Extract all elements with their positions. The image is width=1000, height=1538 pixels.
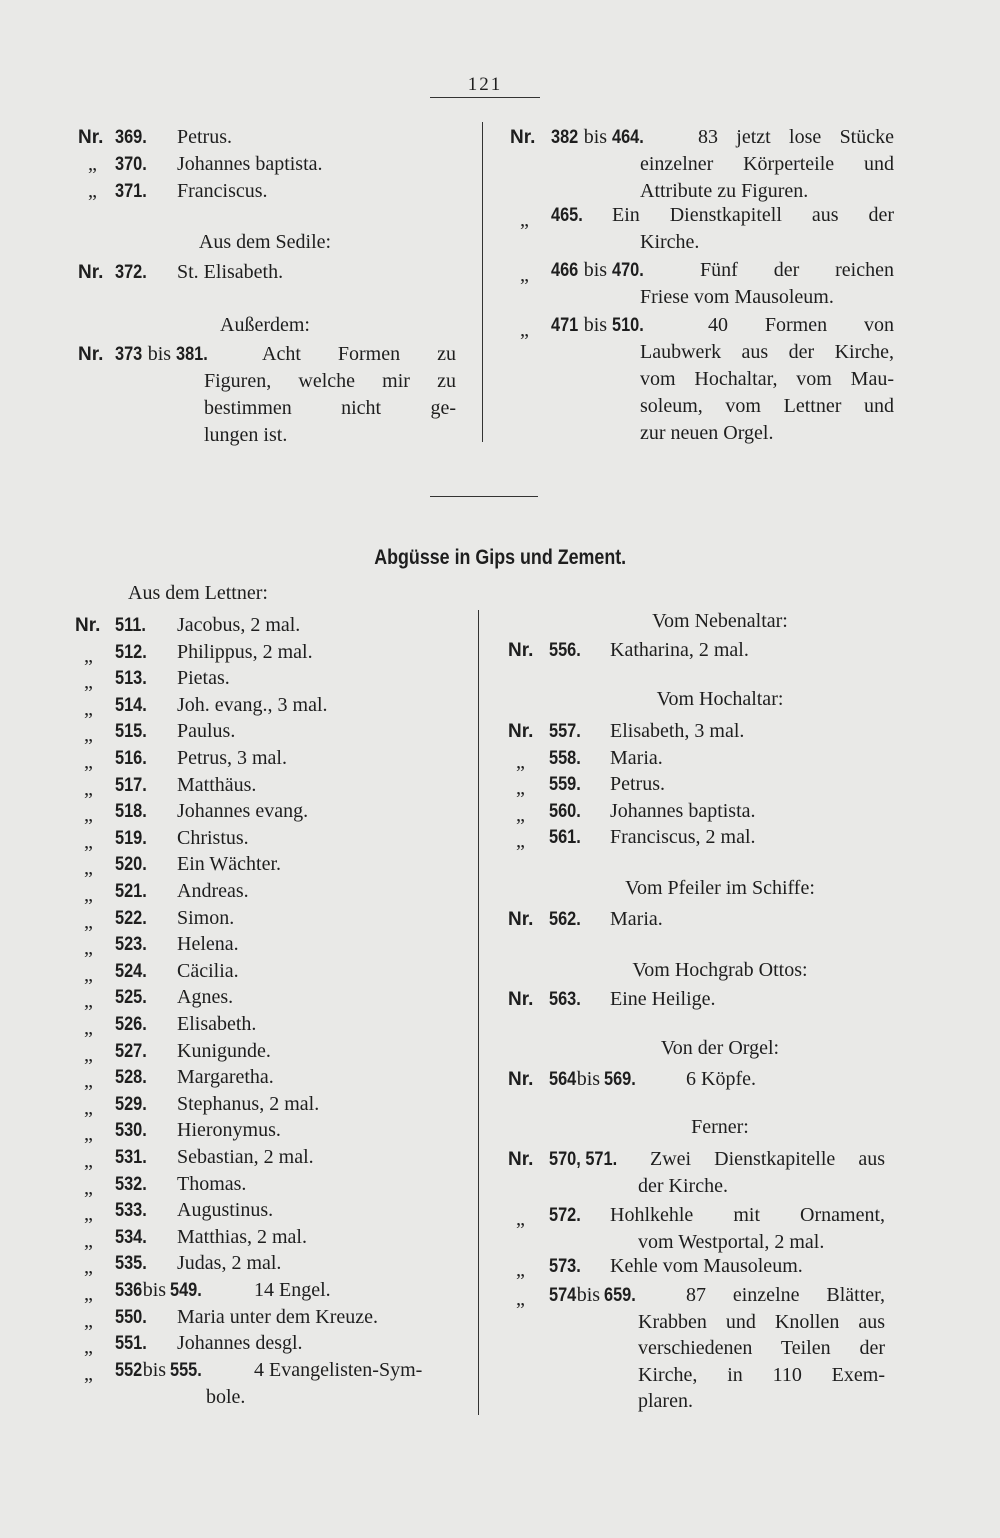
entry-prefix bbox=[508, 986, 533, 1013]
number: 515. bbox=[115, 721, 147, 742]
number: 517. bbox=[115, 775, 147, 796]
prefix-text: „ bbox=[84, 1256, 93, 1278]
number: 536 bbox=[115, 1280, 143, 1301]
subheading-hochgrab: Vom Hochgrab Ottos: bbox=[632, 959, 808, 981]
entry-text: Petrus. bbox=[177, 126, 232, 148]
entry-number: 372. bbox=[115, 262, 147, 283]
ditto-mark bbox=[84, 722, 93, 749]
ditto-mark bbox=[516, 1286, 525, 1313]
number: 549. bbox=[170, 1280, 202, 1301]
number: 512. bbox=[115, 642, 147, 663]
entry-text: Franciscus, 2 mal. bbox=[610, 826, 756, 848]
prefix-text: „ bbox=[84, 1017, 93, 1039]
entry-text: St. Elisabeth. bbox=[177, 261, 284, 283]
number: 532. bbox=[115, 1174, 147, 1195]
entry-text: 6 Köpfe. bbox=[686, 1068, 756, 1090]
entry-number bbox=[549, 798, 586, 825]
prefix-text: „ bbox=[84, 964, 93, 986]
entry-number bbox=[115, 1224, 152, 1251]
ditto-mark bbox=[84, 696, 93, 723]
subheading-hochaltar: Vom Hochaltar: bbox=[656, 688, 784, 710]
prefix-text: Nr. bbox=[508, 909, 534, 930]
entry-number bbox=[549, 771, 586, 798]
ditto-mark bbox=[84, 855, 93, 882]
entry-text: 87 einzelne Blätter, bbox=[686, 1284, 885, 1306]
entry-text: Judas, 2 mal. bbox=[177, 1252, 282, 1274]
prefix-text: „ bbox=[84, 751, 93, 773]
number: 659. bbox=[604, 1285, 636, 1306]
entry-text: Elisabeth. bbox=[177, 1013, 257, 1035]
ditto-mark bbox=[84, 749, 93, 776]
ditto-mark bbox=[516, 828, 525, 855]
column-divider-bottom bbox=[478, 610, 479, 1415]
entry-number-range: 382 bis 464. bbox=[551, 126, 644, 148]
entry-prefix bbox=[508, 1146, 533, 1173]
bis-word: bis bbox=[576, 1068, 601, 1090]
prefix-text: „ bbox=[84, 645, 93, 667]
entry-number bbox=[549, 986, 586, 1013]
entry-number bbox=[115, 851, 152, 878]
number: 519. bbox=[115, 828, 147, 849]
entry-number bbox=[115, 878, 152, 905]
number: 529. bbox=[115, 1094, 147, 1115]
entry-number bbox=[115, 718, 152, 745]
number: 511. bbox=[115, 615, 146, 636]
ditto-mark bbox=[84, 1308, 93, 1335]
entry-text: soleum, vom Lettner und bbox=[640, 395, 894, 417]
prefix-text: „ bbox=[84, 1177, 93, 1199]
entry-number bbox=[115, 1091, 152, 1118]
prefix-text: „ bbox=[84, 884, 93, 906]
prefix-text: „ bbox=[84, 1044, 93, 1066]
section-rule bbox=[430, 496, 538, 497]
number: 534. bbox=[115, 1227, 147, 1248]
prefix-text: „ bbox=[84, 698, 93, 720]
number: 527. bbox=[115, 1041, 147, 1062]
number: 513. bbox=[115, 668, 147, 689]
entry-text: einzelner Körperteile und bbox=[640, 153, 894, 175]
prefix-text: „ bbox=[84, 1097, 93, 1119]
ditto-mark bbox=[84, 1228, 93, 1255]
ditto-mark: „ bbox=[520, 264, 529, 286]
entry-text: Kirche, in 110 Exem- bbox=[638, 1364, 885, 1386]
ditto-mark bbox=[84, 1015, 93, 1042]
ditto-mark bbox=[84, 1095, 93, 1122]
entry-number bbox=[549, 1202, 586, 1229]
entry-text: Paulus. bbox=[177, 720, 236, 742]
entry-text: Cäcilia. bbox=[177, 960, 239, 982]
ditto-mark bbox=[84, 802, 93, 829]
number: 522. bbox=[115, 908, 147, 929]
entry-text: Margaretha. bbox=[177, 1066, 274, 1088]
ditto-mark bbox=[84, 962, 93, 989]
ditto-mark bbox=[84, 1175, 93, 1202]
entry-prefix: Nr. bbox=[78, 344, 104, 365]
number: 533. bbox=[115, 1200, 147, 1221]
entry-text: Krabben und Knollen aus bbox=[638, 1311, 885, 1333]
subheading-sedile: Aus dem Sedile: bbox=[198, 231, 332, 253]
entry-text: Fünf der reichen bbox=[700, 259, 894, 281]
subheading-ausserdem: Außerdem: bbox=[220, 314, 310, 336]
prefix-text: „ bbox=[84, 937, 93, 959]
entry-text: Pietas. bbox=[177, 667, 230, 689]
entry-number-range: 466 bis 470. bbox=[551, 259, 644, 281]
entry-number bbox=[115, 1304, 152, 1331]
prefix-text: „ bbox=[84, 724, 93, 746]
prefix-text: Nr. bbox=[508, 989, 534, 1010]
number: 521. bbox=[115, 881, 147, 902]
number: 559. bbox=[549, 774, 581, 795]
entry-text: Friese vom Mausoleum. bbox=[640, 286, 834, 308]
entry-number bbox=[115, 958, 152, 985]
entry-text: Katharina, 2 mal. bbox=[610, 639, 749, 661]
entry-text: vom Westportal, 2 mal. bbox=[638, 1231, 825, 1253]
number: 516. bbox=[115, 748, 147, 769]
entry-text: Petrus, 3 mal. bbox=[177, 747, 287, 769]
number: 555. bbox=[170, 1360, 202, 1381]
entry-text: Johannes desgl. bbox=[177, 1332, 303, 1354]
entry-number: 465. bbox=[551, 205, 583, 226]
entry-number bbox=[115, 692, 152, 719]
entry-number bbox=[549, 906, 586, 933]
entry-number bbox=[115, 639, 152, 666]
number: 523. bbox=[115, 934, 147, 955]
entry-number: 371. bbox=[115, 181, 147, 202]
prefix-text: Nr. bbox=[508, 721, 534, 742]
number: 528. bbox=[115, 1067, 147, 1088]
ditto-mark bbox=[84, 1281, 93, 1308]
prefix-text: „ bbox=[84, 1336, 93, 1358]
prefix-text: Nr. bbox=[75, 615, 101, 636]
entry-number-range: 471 bis 510. bbox=[551, 314, 644, 336]
prefix-text: „ bbox=[516, 777, 525, 799]
prefix-text: „ bbox=[84, 1203, 93, 1225]
number: 557. bbox=[549, 721, 581, 742]
entry-number bbox=[115, 772, 152, 799]
number: 558. bbox=[549, 748, 581, 769]
number: 526. bbox=[115, 1014, 147, 1035]
entry-text: Figuren, welche mir zu bbox=[204, 370, 456, 392]
prefix-text: „ bbox=[516, 1259, 525, 1281]
entry-text: Kehle vom Mausoleum. bbox=[610, 1255, 803, 1277]
entry-number bbox=[115, 1330, 152, 1357]
entry-number: 370. bbox=[115, 154, 147, 175]
number: 550. bbox=[115, 1307, 147, 1328]
entry-text: Augustinus. bbox=[177, 1199, 274, 1221]
entry-prefix bbox=[508, 1066, 533, 1093]
section-title: Abgüsse in Gips und Zement. bbox=[374, 546, 626, 569]
number: 563. bbox=[549, 989, 581, 1010]
entry-text: 40 Formen von bbox=[708, 314, 894, 336]
prefix-text: „ bbox=[516, 804, 525, 826]
ditto-mark: „ bbox=[88, 153, 97, 175]
entry-text: Andreas. bbox=[177, 880, 249, 902]
entry-text: Sebastian, 2 mal. bbox=[177, 1146, 314, 1168]
number: 535. bbox=[115, 1253, 147, 1274]
column-divider-top bbox=[482, 122, 483, 442]
prefix-text: „ bbox=[516, 751, 525, 773]
prefix-text: „ bbox=[84, 911, 93, 933]
entry-text: Johannes baptista. bbox=[177, 153, 323, 175]
entry-text: Jacobus, 2 mal. bbox=[177, 614, 301, 636]
ditto-mark bbox=[516, 749, 525, 776]
entry-number bbox=[115, 798, 152, 825]
number: 514. bbox=[115, 695, 147, 716]
prefix-text: „ bbox=[84, 990, 93, 1012]
ditto-mark bbox=[516, 775, 525, 802]
entry-text: Christus. bbox=[177, 827, 249, 849]
entry-number bbox=[115, 984, 152, 1011]
entry-text: Agnes. bbox=[177, 986, 234, 1008]
ditto-mark bbox=[84, 1042, 93, 1069]
number: 560. bbox=[549, 801, 581, 822]
prefix-text: „ bbox=[516, 1208, 525, 1230]
ditto-mark bbox=[84, 643, 93, 670]
entry-number bbox=[115, 1038, 152, 1065]
entry-text: bestimmen nicht ge- bbox=[204, 397, 456, 419]
entry-number bbox=[549, 1253, 586, 1280]
ditto-mark bbox=[84, 669, 93, 696]
bis-word: bis bbox=[142, 1359, 167, 1381]
entry-text: Maria unter dem Kreuze. bbox=[177, 1306, 379, 1328]
number: 569. bbox=[604, 1069, 636, 1090]
number: 531. bbox=[115, 1147, 147, 1168]
entry-text: Matthäus. bbox=[177, 774, 257, 796]
entry-text: Maria. bbox=[610, 908, 663, 930]
prefix-text: „ bbox=[84, 1070, 93, 1092]
ditto-mark bbox=[84, 1254, 93, 1281]
subheading-nebenaltar: Vom Nebenaltar: bbox=[652, 610, 788, 632]
entry-text: Kunigunde. bbox=[177, 1040, 271, 1062]
entry-number-range: 373 bis 381. bbox=[115, 343, 208, 365]
number: 573. bbox=[549, 1256, 581, 1277]
entry-text: Kirche. bbox=[640, 231, 700, 253]
entry-number: 369. bbox=[115, 127, 147, 148]
number: 525. bbox=[115, 987, 147, 1008]
entry-prefix: Nr. bbox=[78, 262, 104, 283]
entry-text: Laubwerk aus der Kirche, bbox=[640, 341, 894, 363]
entry-number bbox=[115, 1144, 152, 1171]
entry-text: Matthias, 2 mal. bbox=[177, 1226, 307, 1248]
number: 561. bbox=[549, 827, 581, 848]
ditto-mark bbox=[84, 1148, 93, 1175]
entry-number bbox=[549, 1146, 628, 1173]
number: 524. bbox=[115, 961, 147, 982]
number: 564 bbox=[549, 1069, 577, 1090]
ditto-mark bbox=[84, 988, 93, 1015]
prefix-text: „ bbox=[84, 778, 93, 800]
entry-prefix bbox=[508, 906, 533, 933]
entry-number bbox=[549, 718, 586, 745]
number: 572. bbox=[549, 1205, 581, 1226]
entry-number bbox=[115, 612, 151, 639]
ditto-mark: „ bbox=[88, 180, 97, 202]
ditto-mark bbox=[84, 882, 93, 909]
number: 552 bbox=[115, 1360, 143, 1381]
entry-text: 83 jetzt lose Stücke bbox=[698, 126, 894, 148]
entry-number-range bbox=[549, 1066, 641, 1093]
entry-number bbox=[115, 1171, 152, 1198]
entry-text: Ein Wächter. bbox=[177, 853, 282, 875]
subheading-orgel: Von der Orgel: bbox=[660, 1037, 780, 1059]
entry-number-range bbox=[115, 1357, 207, 1384]
subheading-ferner: Ferner: bbox=[691, 1116, 749, 1138]
entry-text: verschiedenen Teilen der bbox=[638, 1337, 885, 1359]
prefix-text: „ bbox=[516, 1288, 525, 1310]
entry-number bbox=[549, 745, 586, 772]
entry-text: Simon. bbox=[177, 907, 235, 929]
ditto-mark bbox=[84, 1334, 93, 1361]
prefix-text: „ bbox=[84, 857, 93, 879]
entry-text: Hieronymus. bbox=[177, 1119, 281, 1141]
entry-text: Maria. bbox=[610, 747, 663, 769]
entry-number bbox=[549, 824, 586, 851]
page-number: 121 bbox=[467, 74, 503, 95]
prefix-text: Nr. bbox=[508, 1149, 534, 1170]
ditto-mark bbox=[84, 909, 93, 936]
entry-text: Thomas. bbox=[177, 1173, 247, 1195]
entry-number bbox=[115, 1250, 152, 1277]
entry-number bbox=[115, 745, 152, 772]
entry-text: lungen ist. bbox=[204, 424, 288, 446]
prefix-text: „ bbox=[84, 1310, 93, 1332]
prefix-text: „ bbox=[516, 830, 525, 852]
ditto-mark bbox=[84, 935, 93, 962]
entry-text: Johannes baptista. bbox=[610, 800, 756, 822]
number: 562. bbox=[549, 909, 581, 930]
prefix-text: „ bbox=[84, 831, 93, 853]
entry-number bbox=[115, 825, 152, 852]
prefix-text: Nr. bbox=[508, 640, 534, 661]
entry-text: Elisabeth, 3 mal. bbox=[610, 720, 745, 742]
prefix-text: „ bbox=[84, 1363, 93, 1385]
ditto-mark: „ bbox=[520, 209, 529, 231]
entry-text: Stephanus, 2 mal. bbox=[177, 1093, 320, 1115]
entry-text-continued: bole. bbox=[206, 1386, 246, 1408]
ditto-mark bbox=[84, 1201, 93, 1228]
number: 518. bbox=[115, 801, 147, 822]
bis-word: bis bbox=[142, 1279, 167, 1301]
entry-number bbox=[115, 931, 152, 958]
entry-text: Petrus. bbox=[610, 773, 665, 795]
entry-prefix bbox=[508, 637, 533, 664]
ditto-mark bbox=[84, 1361, 93, 1388]
subheading-pfeiler: Vom Pfeiler im Schiffe: bbox=[625, 877, 815, 899]
entry-prefix bbox=[75, 612, 100, 639]
prefix-text: „ bbox=[84, 1123, 93, 1145]
prefix-text: „ bbox=[84, 804, 93, 826]
entry-text: 14 Engel. bbox=[254, 1279, 331, 1301]
ditto-mark bbox=[516, 1257, 525, 1284]
ditto-mark bbox=[84, 776, 93, 803]
header-rule bbox=[430, 97, 540, 98]
subheading-lettner: Aus dem Lettner: bbox=[128, 582, 268, 604]
entry-number-range bbox=[549, 1282, 641, 1309]
number: 530. bbox=[115, 1120, 147, 1141]
ditto-mark bbox=[516, 1206, 525, 1233]
entry-text: Zwei Dienstkapitelle aus bbox=[650, 1148, 885, 1170]
entry-text: Franciscus. bbox=[177, 180, 268, 202]
entry-number bbox=[115, 1064, 152, 1091]
entry-text: Acht Formen zu bbox=[262, 343, 456, 365]
number: 556. bbox=[549, 640, 581, 661]
entry-text: Joh. evang., 3 mal. bbox=[177, 694, 328, 716]
entry-text: Attribute zu Figuren. bbox=[640, 180, 809, 202]
entry-text: Philippus, 2 mal. bbox=[177, 641, 313, 663]
entry-text: Helena. bbox=[177, 933, 239, 955]
entry-number bbox=[115, 1011, 152, 1038]
bis-word: bis bbox=[576, 1284, 601, 1306]
entry-text: 4 Evangelisten-Sym- bbox=[254, 1359, 423, 1381]
entry-number bbox=[115, 1197, 152, 1224]
number: 570, 571. bbox=[549, 1149, 618, 1170]
prefix-text: „ bbox=[84, 1150, 93, 1172]
ditto-mark: „ bbox=[520, 319, 529, 341]
entry-text: Hohlkehle mit Ornament, bbox=[610, 1204, 885, 1226]
prefix-text: „ bbox=[84, 1230, 93, 1252]
entry-text: plaren. bbox=[638, 1390, 693, 1412]
entry-prefix bbox=[508, 718, 533, 745]
prefix-text: Nr. bbox=[508, 1069, 534, 1090]
entry-text: vom Hochaltar, vom Mau- bbox=[640, 368, 894, 390]
entry-text: der Kirche. bbox=[638, 1175, 728, 1197]
entry-number bbox=[115, 1117, 152, 1144]
entry-text: Eine Heilige. bbox=[610, 988, 716, 1010]
number: 520. bbox=[115, 854, 147, 875]
ditto-mark bbox=[84, 1121, 93, 1148]
ditto-mark bbox=[516, 802, 525, 829]
entry-number bbox=[549, 637, 586, 664]
entry-number bbox=[115, 905, 152, 932]
entry-number-range bbox=[115, 1277, 207, 1304]
entry-text: Johannes evang. bbox=[177, 800, 309, 822]
ditto-mark bbox=[84, 829, 93, 856]
number: 574 bbox=[549, 1285, 577, 1306]
entry-text: zur neuen Orgel. bbox=[640, 422, 774, 444]
entry-prefix: Nr. bbox=[510, 127, 536, 148]
list-item: Nr. bbox=[78, 127, 104, 148]
prefix-text: „ bbox=[84, 1283, 93, 1305]
entry-text: Ein Dienstkapitell aus der bbox=[612, 204, 894, 226]
number: 551. bbox=[115, 1333, 147, 1354]
ditto-mark bbox=[84, 1068, 93, 1095]
prefix-text: „ bbox=[84, 671, 93, 693]
entry-number bbox=[115, 665, 152, 692]
